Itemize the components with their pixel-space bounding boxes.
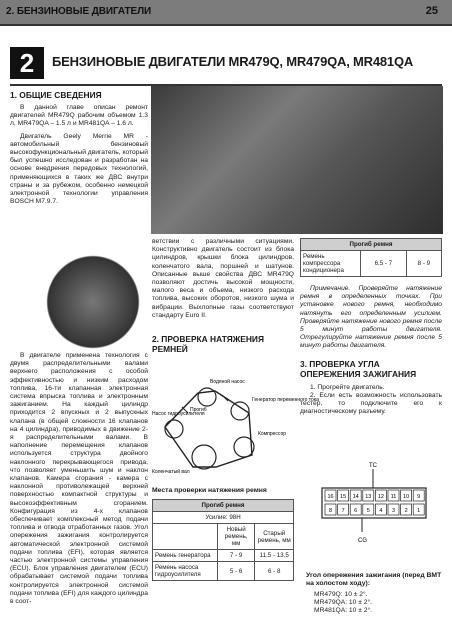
connector-pin-number: 1 [417,508,421,514]
connector-pin-number: 7 [341,508,345,514]
connector-pin-number: 10 [403,494,410,500]
connector-pin-number: 9 [417,494,421,500]
table-cell: Старый ремень, мм [255,524,294,550]
section-heading: 1. ОБЩИЕ СВЕДЕНИЯ [10,90,102,100]
connector-pin-number: 14 [352,494,359,500]
page-number: 25 [425,5,438,17]
connector-label: CG [358,538,367,544]
engine-photo [36,253,150,351]
connector-pin-number: 11 [390,494,397,500]
table-cell: Усилие: 98Н [153,512,294,524]
table-cell: 11.5 - 13.5 [255,550,294,562]
section-heading: 2. ПРОВЕРКА НАТЯЖЕНИЯ РЕМНЕЙ [152,334,264,355]
table-header: Прогиб ремня [153,500,294,512]
ignition-angles [306,572,442,616]
page-header [0,0,452,26]
table-cell: 6 - 8 [255,562,294,581]
table-cell: Ремень генератора [153,550,218,562]
table-row [153,550,294,562]
paragraph: В данной главе описан ремонт двигателей MR479Q рабочим объемом 1.3 л, MR479QA – 1.5 л и MR481QA – 1.6 л. [10,104,148,128]
diagnostic-connector-diagram [316,458,432,562]
section-heading: 3. ПРОВЕРКА УГЛА ОПЕРЕЖЕНИЯ ЗАЖИГАНИЯ [300,358,417,379]
step: 1. Прогрейте двигатель. [310,383,385,391]
angle-value: MR479Q: 10 ± 2°. [314,591,368,598]
table-cell: 6.5 - 7 [361,251,407,277]
belt-table-block [152,486,294,581]
diagram-label: Прогиб [190,407,207,413]
chapter-number: 2 [10,47,44,79]
belt-table [152,499,294,581]
section-title: 2. БЕНЗИНОВЫЕ ДВИГАТЕЛИ [6,6,152,17]
table-cell: 7 - 9 [217,550,255,562]
engine-bay-photo [151,86,443,234]
diagram-label: Коленчатый вал [152,469,190,475]
connector-pin-number: 8 [328,508,333,514]
angle-value: MR479QA: 10 ± 2°. [314,599,373,607]
connector-pin-number: 3 [391,508,396,514]
belt-table-2-block [300,238,442,416]
diagram-label: Компрессор [258,431,287,437]
angle-value: MR481QA: 10 ± 2°. [314,607,373,615]
belt-table-2 [300,238,442,277]
section-general-end [152,238,294,354]
connector-pin-number: 4 [379,508,383,514]
table-cell: Ремень компрессора кондиционера [301,251,361,277]
belt-diagram [152,375,319,477]
connector-pin-number: 13 [365,494,372,500]
connector-pin-number: 15 [340,494,347,500]
table-row [153,562,294,581]
diagram-label: Генератор переменного тока [252,397,319,403]
connector-pin-number: 12 [377,494,384,500]
section-general-cont [10,352,148,606]
table-cell: 5 - 6 [217,562,255,581]
table-cell: 8 - 9 [406,251,441,277]
connector-pin-number: 16 [327,494,334,500]
chapter-title: БЕНЗИНОВЫЕ ДВИГАТЕЛИ MR479Q, MR479QA, MR481QA [52,54,414,69]
table-header: Прогиб ремня [301,239,442,251]
paragraph: В двигателе применена технология с двумя распределительными валами верхнего расположения с особой эффективностью и низким расходом топлива, 16-ти клапанная электронная система впрыска топлива и электронным зажиганием. На каждый цилиндр приходится 2 впускных и 2 выпускных клапана (в общей сложности 16 клапанов на 4 цилиндра), приводимых в движение 2-я распределительными валами. В наполнение перемещения клапанов используется структура двойного наклонного перекрывающегося привода, что позволяет уменьшить шум и наклон клапанов. Камера сгорания - камера с наклонной противолежащей верхней поверхностью компактной структуры и высокоэффективным сгоранием. Конфигурация из 4-х клапанов обеспечивает комплексный метод подачи топлива и отвода отработанных газов. Угол опережения зажигания контролируется автоматической электронной системой подачи топлива (EFI), которая является частью электронной системы управления (ECU). Блок управления двигателем (ECU) обрабатывает системой подачи топлива контролируется электронной системой подачи топлива (EFI) для каждого цилиндра в соот- [10,352,148,606]
connector-pin-number: 6 [354,508,358,514]
paragraph: ветствии с различными ситуациями. Конструктивно двигатель состоит из блока цилиндров, крышки блока цилиндров, коленчатого вала, поршней и шатунов. Описанные выше свойства ДВС MR479Q позволяют достичь высокой мощности, малого веса и объема, низкого расхода топлива, высоких оборотов, низкого шума и вибрации. Выхлопные газы соответствуют стандарту Euro II. [152,238,294,319]
diagram-label: Насос гидроусилителя [152,411,205,417]
section-general [10,90,148,206]
note: Примечание. Проверяйте натяжение ремня в определенных точках. При установке нового ремня, необходимо натянуть его определенным усилием. Проверяйте натяжение нового ремня после 5 минут работы двигателя. Отрегулируйте натяжение ремня после 5 минут работы двигателя. [300,285,442,350]
table-cell: Ремень насоса гидроусилителя [153,562,218,581]
connector-pin-number: 5 [366,508,370,514]
table-row [301,251,442,277]
diagram-label: Водяной насос [210,379,245,385]
step: 2. Если есть возможность использовать тестер, то подключите его к диагностическому разъему. [300,391,442,416]
connector-pin-number: 2 [404,508,408,514]
angle-title: Угол опережения зажигания (перед ВМТ на холостом ходу): [306,572,442,587]
connector-label: TC [369,463,377,469]
table-cell [153,524,218,550]
table-cell: Новый ремень, мм [217,524,255,550]
table-title: Места проверки натяжения ремня [152,487,267,494]
paragraph: Двигатель Geely Merrie MR - автомобильный бензиновый высокофункциональный двигатель, который был успешно исследован и разработан на основе внедрения передовых технологий, применяющихся в таких же ДВС внутри страны и за рубежом, особенно немецкой электронной технологии управления BOSCH M7.9.7. [10,132,148,206]
